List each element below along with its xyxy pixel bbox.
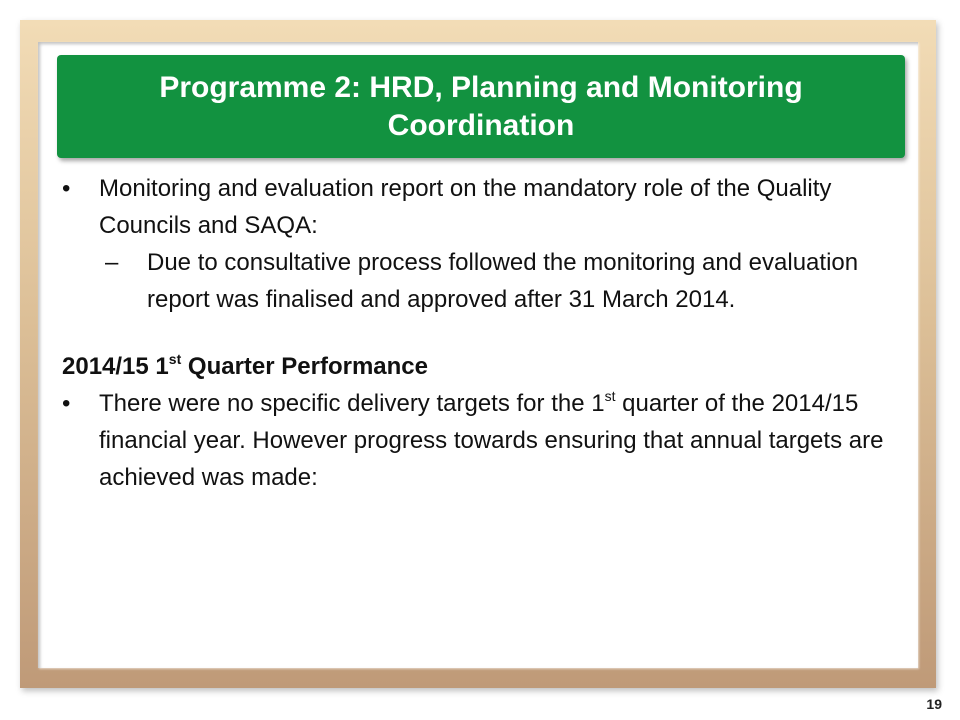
bullet-item <box>62 170 902 244</box>
sub-bullet-text: Due to consultative process followed the monitoring and evaluation report was finalised and approved after 31 March 2014. <box>147 249 859 313</box>
section-heading <box>62 348 902 385</box>
bullet-text-part2: quarter of the 2014/15 financial year. However progress towards ensuring that annual targets are achieved was made: <box>99 390 884 491</box>
bullet-text-part1: There were no specific delivery targets for the 1 <box>99 390 605 417</box>
bullet-mark: • <box>62 175 71 202</box>
sub-bullet-item <box>62 244 902 318</box>
slide-title: Programme 2: HRD, Planning and Monitoring Coordination <box>159 70 803 142</box>
heading-prefix: 2014/15 1 <box>62 353 169 380</box>
bullet-mark: • <box>62 390 71 417</box>
bullet-item <box>62 385 902 496</box>
title-banner <box>57 55 905 158</box>
bullet-text: Monitoring and evaluation report on the mandatory role of the Quality Councils and SAQA: <box>99 175 832 239</box>
slide-body <box>62 170 902 496</box>
bullet-superscript: st <box>604 388 616 404</box>
heading-suffix: Quarter Performance <box>181 353 428 380</box>
heading-superscript: st <box>168 351 182 367</box>
page-number: 19 <box>926 696 942 712</box>
sub-bullet-mark: – <box>105 249 119 276</box>
